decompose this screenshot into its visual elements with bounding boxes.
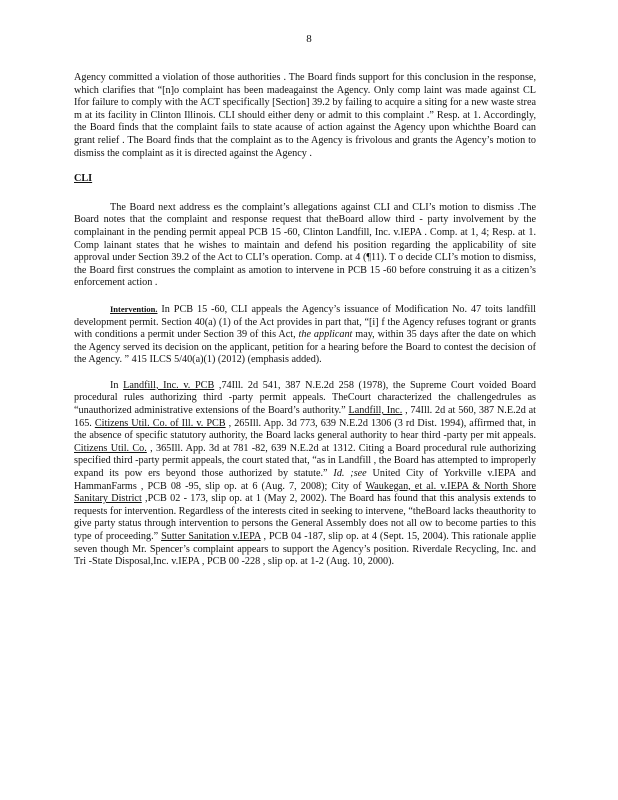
paragraph-agency-dismissal: Agency committed a violation of those authorities . The Board finds support for this conclusion in the response, which clarifies that “[n]o complaint has been madeagainst the Agency. Only comp laint was made against CL Ifor failure to comply with the ACT specifically [Section] 39.2 by failing to acquire a siting for a new waste strea m at its facility in Clinton Illinois. CLI should either deny or admit to this complaint .” Resp. at 1. Accordingly, the Board finds that the complaint fails to state acause of action against the Agency upon whichthe Board can grant relief . The Board finds that the complaint as to the Agency is frivolous and grants the Agency’s motion to dismiss the complaint as it is directed against the Agency . [74,72,536,159]
page-number: 8 [306,33,312,45]
paragraph-text: United City of Yorkville v.IEPA and HammanFarms , PCB 08 -95, slip op. at 6 (Aug. 7, 2008); City of [74,468,537,492]
section-heading-cli: CLI [74,173,93,185]
paragraph-landfill-case [74,380,536,569]
case-citation: Sutter Sanitation v.IEPA [161,531,261,542]
paragraph-intervention [74,303,536,367]
paragraph-text: , 365Ill. App. 3d at 781 -82, 639 N.E.2d at 1312. Citing a Board procedural rule authorizing specified third -party permit appeals, the court stated that, “as in Landfill , the Board has attempted to improperly expand its pow ers beyond those authorized by statute.” [74,442,536,480]
paragraph-cli-motion: The Board next address es the complaint’s allegations against CLI and CLI’s motion to dismiss .The Board notes that the complaint and response request that theBoard allow third - party involvement by the complainant in the pending permit appeal PCB 15 -60, Clinton Landfill, Inc. v.IEPA . Comp. at 1, 4; Resp. at 1. Comp lainant states that he wishes to maintain and defend his position regarding the applicability of site approval under Section 39.2 of the Act to CLI’s operation. Comp. at 4 (¶11). T o decide CLI’s motion to dismiss, the Board first construes the complaint as amotion to intervene in PCB 15 -60 before construing it as a citizen’s enforcement action . [74,201,536,289]
paragraph-text: , 265Ill. App. 3d 773, 639 N.E.2d 1306 (3 rd Dist. 1994), affirmed that, in the absence of specific statutory authority, the Board lacks general authority to hear third -party per mit appeals. [74,417,536,442]
paragraph-text: ,74Ill. 2d 541, 387 N.E.2d 258 (1978), the Supreme Court voided Board procedural rules authorizing third -party permit appeals. TheCourt characterized the challengedrules as “unauthorized administrative extensions of the Board’s authority.” [74,379,536,417]
run-in-heading-intervention: Intervention. [110,303,158,314]
case-citation: Waukegan, et al. v.IEPA & North Shore Sanitary District [74,480,536,505]
paragraph-text: In [110,379,124,391]
paragraph-text: , 74Ill. 2d at 560, 387 N.E.2d at 165. [74,405,536,429]
case-citation: Citizens Util. Co. of Ill. v. PCB [94,417,226,429]
signal-id-see: Id. ;see [333,468,367,480]
paragraph-text: ,PCB 02 - 173, slip op. at 1 (May 2, 2002). The Board has found that this analysis extends to requests for intervention. Regardless of the interests cited in seeking to intervene, “theBoard lacks theauthority to give party status through intervention to persons the General Assembly does not all ow to become parties to this type of proceeding.” [74,493,536,542]
case-citation: Citizens Util. Co. [74,442,147,454]
paragraph-text: In PCB 15 -60, CLI appeals the Agency’s issuance of Modification No. 47 toits landfill development permit. Section 40(a) (1) of the Act provides in part that, “[i] f the Agency refuses togrant or grants with conditions a permit under Section 39 of this Act, [74,303,536,341]
case-citation: Landfill, Inc. v. PCB [123,379,215,391]
document-body [74,72,536,582]
paragraph-text: , PCB 04 -187, slip op. at 4 (Sept. 15, 2004). This rationale applie seven though Mr. Spencer’s complaint appears to support the Agency’s position. Riverdale Recycling, Inc. and Tri -State Disposal,Inc. v.IEPA , PCB 00 -228 , slip op. at 1-2 (Aug. 10, 2000). [74,531,536,568]
emphasis-text: the applicant [298,329,353,341]
paragraph-text: may, within 35 days after the date on which the Agency served its decision on the applicant, petition for a hearing before the Board to contest the decision of the Agency. ” 415 ILCS 5/40(a)(1) (2012) (emphasis added). [74,329,536,366]
case-citation: Landfill, Inc. [348,405,403,417]
